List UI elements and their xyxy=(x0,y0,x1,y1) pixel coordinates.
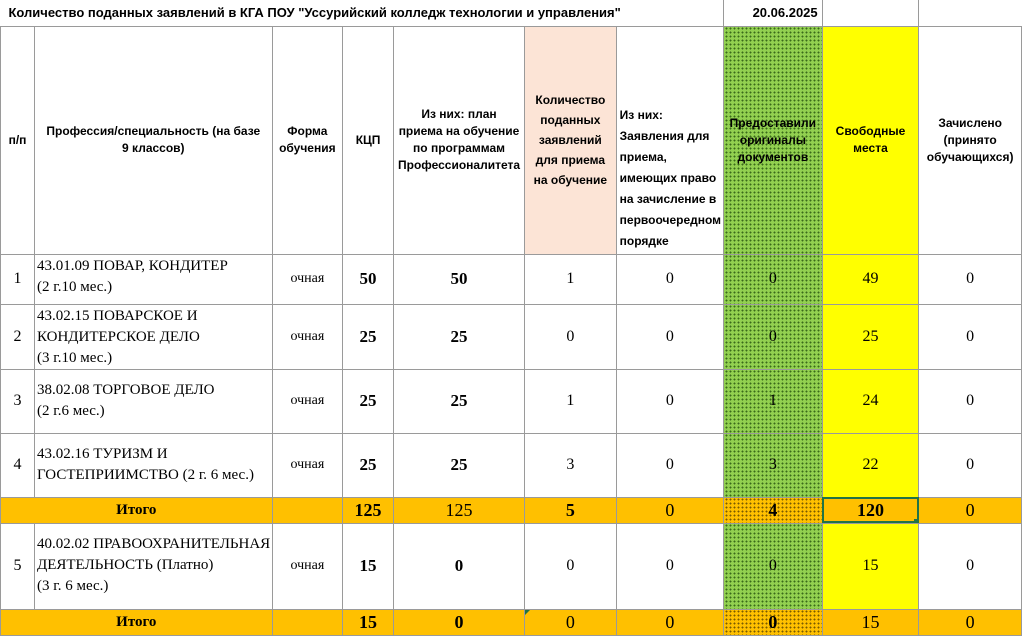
cell-num[interactable]: 1 xyxy=(1,254,35,304)
cell-profession[interactable] xyxy=(35,433,273,497)
report-date[interactable]: 20.06.2025 xyxy=(724,0,823,26)
cell-profession[interactable] xyxy=(35,254,273,304)
cell-priority[interactable]: 0 xyxy=(616,433,723,497)
cell-originals[interactable]: 0 xyxy=(724,523,823,609)
header-enrolled[interactable]: Зачислено (принято обучающихся) xyxy=(919,26,1022,254)
total-plan[interactable]: 0 xyxy=(393,609,524,635)
cell-profession[interactable] xyxy=(35,304,273,369)
header-profession[interactable]: Профессия/специальность (на базе 9 классов) xyxy=(35,26,273,254)
header-submitted[interactable]: Количество поданных заявлений для приема на обучение xyxy=(525,26,617,254)
cell-form[interactable]: очная xyxy=(272,254,343,304)
cell-enrolled[interactable]: 0 xyxy=(919,433,1022,497)
cell-plan[interactable]: 50 xyxy=(393,254,524,304)
table-row xyxy=(1,254,1022,304)
cell-profession[interactable] xyxy=(35,369,273,433)
profession-duration: (2 г.10 мес.) xyxy=(37,278,113,295)
cell-originals[interactable]: 0 xyxy=(724,304,823,369)
total-priority[interactable]: 0 xyxy=(616,497,723,523)
empty-cell[interactable] xyxy=(919,0,1022,26)
header-row xyxy=(1,26,1022,254)
cell-free[interactable]: 25 xyxy=(822,304,919,369)
header-num[interactable]: п/п xyxy=(1,26,35,254)
cell-kcp[interactable]: 50 xyxy=(343,254,394,304)
total-row xyxy=(1,609,1022,635)
cell-num[interactable]: 4 xyxy=(1,433,35,497)
cell-num[interactable]: 2 xyxy=(1,304,35,369)
cell-submitted[interactable]: 0 xyxy=(525,523,617,609)
title-row xyxy=(1,0,1022,26)
header-plan[interactable]: Из них: план приема на обучение по программам Профессионалитета xyxy=(393,26,524,254)
header-free[interactable]: Свободные места xyxy=(822,26,919,254)
profession-name: 40.02.02 ПРАВООХРАНИТЕЛЬНАЯ xyxy=(37,535,271,552)
table-row xyxy=(1,523,1022,609)
sheet-title[interactable]: Количество поданных заявлений в КГА ПОУ "Уссурийский колледж технологии и управления" xyxy=(8,5,621,21)
cell-kcp[interactable]: 25 xyxy=(343,433,394,497)
empty-cell[interactable] xyxy=(822,0,919,26)
cell-plan[interactable]: 25 xyxy=(393,369,524,433)
cell-originals[interactable]: 3 xyxy=(724,433,823,497)
total-originals[interactable]: 4 xyxy=(724,497,823,523)
cell-enrolled[interactable]: 0 xyxy=(919,254,1022,304)
cell-originals[interactable]: 1 xyxy=(724,369,823,433)
cell-priority[interactable]: 0 xyxy=(616,254,723,304)
header-form[interactable]: Форма обучения xyxy=(272,26,343,254)
cell-form[interactable]: очная xyxy=(272,433,343,497)
cell-priority[interactable]: 0 xyxy=(616,304,723,369)
profession-duration: (3 г.10 мес.) xyxy=(37,349,113,366)
profession-name: 43.01.09 ПОВАР, КОНДИТЕР xyxy=(37,257,228,274)
cell-profession[interactable] xyxy=(35,523,273,609)
profession-duration: ГОСТЕПРИИМСТВО (2 г. 6 мес.) xyxy=(37,466,254,483)
profession-duration: (2 г.6 мес.) xyxy=(37,402,105,419)
total-free[interactable]: 15 xyxy=(822,609,919,635)
cell-form[interactable]: очная xyxy=(272,369,343,433)
total-free[interactable]: 120 xyxy=(822,497,919,523)
table-row xyxy=(1,369,1022,433)
cell-plan[interactable]: 25 xyxy=(393,304,524,369)
cell-submitted[interactable]: 1 xyxy=(525,369,617,433)
cell-submitted[interactable]: 0 xyxy=(525,304,617,369)
cell-plan[interactable]: 25 xyxy=(393,433,524,497)
total-enrolled[interactable]: 0 xyxy=(919,609,1022,635)
cell-enrolled[interactable]: 0 xyxy=(919,304,1022,369)
profession-duration: (3 г. 6 мес.) xyxy=(37,577,109,594)
cell-form[interactable]: очная xyxy=(272,304,343,369)
total-submitted[interactable]: 5 xyxy=(525,497,617,523)
cell-priority[interactable]: 0 xyxy=(616,369,723,433)
cell-kcp[interactable]: 15 xyxy=(343,523,394,609)
profession-name-line2: ДЕЯТЕЛЬНОСТЬ (Платно) xyxy=(37,556,214,573)
total-plan[interactable]: 125 xyxy=(393,497,524,523)
total-originals[interactable]: 0 xyxy=(724,609,823,635)
cell-submitted[interactable]: 3 xyxy=(525,433,617,497)
cell-plan[interactable]: 0 xyxy=(393,523,524,609)
cell-kcp[interactable]: 25 xyxy=(343,304,394,369)
cell-priority[interactable]: 0 xyxy=(616,523,723,609)
cell-free[interactable]: 22 xyxy=(822,433,919,497)
total-row xyxy=(1,497,1022,523)
cell-form[interactable]: очная xyxy=(272,523,343,609)
header-originals[interactable]: Предоставили оригиналы документов xyxy=(724,26,823,254)
total-enrolled[interactable]: 0 xyxy=(919,497,1022,523)
table-row xyxy=(1,433,1022,497)
profession-name-line2: КОНДИТЕРСКОЕ ДЕЛО xyxy=(37,328,200,345)
cell-enrolled[interactable]: 0 xyxy=(919,369,1022,433)
cell-free[interactable]: 49 xyxy=(822,254,919,304)
total-kcp[interactable]: 125 xyxy=(343,497,394,523)
total-label[interactable]: Итого xyxy=(1,497,273,523)
total-submitted[interactable]: 0 xyxy=(525,609,617,635)
table-row xyxy=(1,304,1022,369)
cell-enrolled[interactable]: 0 xyxy=(919,523,1022,609)
profession-name: 38.02.08 ТОРГОВОЕ ДЕЛО xyxy=(37,381,215,398)
profession-name: 43.02.16 ТУРИЗМ И xyxy=(37,445,168,462)
cell-free[interactable]: 15 xyxy=(822,523,919,609)
cell-num[interactable]: 3 xyxy=(1,369,35,433)
cell-submitted[interactable]: 1 xyxy=(525,254,617,304)
header-kcp[interactable]: КЦП xyxy=(343,26,394,254)
total-form[interactable] xyxy=(272,497,343,523)
total-kcp[interactable]: 15 xyxy=(343,609,394,635)
total-priority[interactable]: 0 xyxy=(616,609,723,635)
cell-originals[interactable]: 0 xyxy=(724,254,823,304)
cell-kcp[interactable]: 25 xyxy=(343,369,394,433)
total-form[interactable] xyxy=(272,609,343,635)
header-priority[interactable]: Из них: Заявления для приема, имеющих право на зачисление в первоочередном порядке xyxy=(616,26,723,254)
profession-name: 43.02.15 ПОВАРСКОЕ И xyxy=(37,307,198,324)
cell-num[interactable]: 5 xyxy=(1,523,35,609)
cell-free[interactable]: 24 xyxy=(822,369,919,433)
total-label[interactable]: Итого xyxy=(1,609,273,635)
